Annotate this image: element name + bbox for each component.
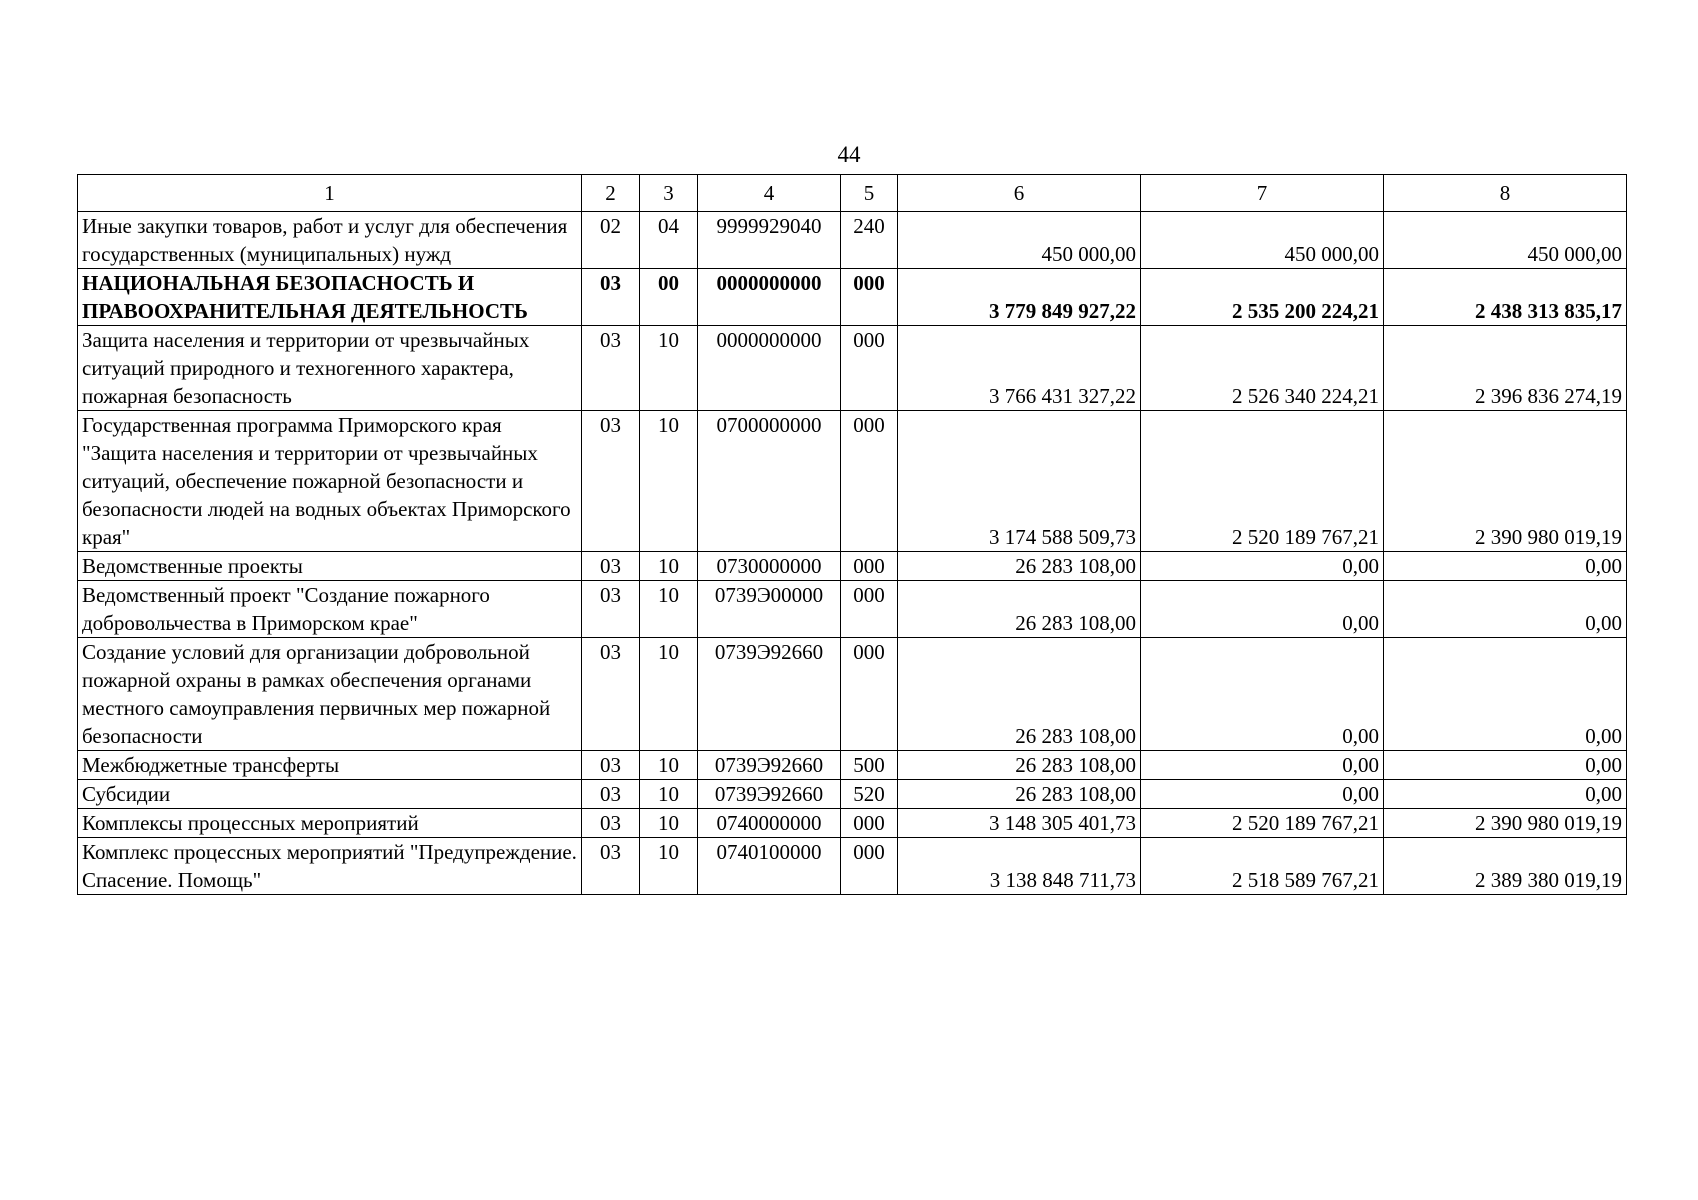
row-amount-col8: 2 438 313 835,17: [1384, 269, 1627, 326]
row-name: Комплексы процессных мероприятий: [78, 809, 582, 838]
row-section-code: 03: [582, 751, 640, 780]
table-row: [78, 552, 1627, 581]
row-name: Ведомственные проекты: [78, 552, 582, 581]
row-name: Защита населения и территории от чрезвычайных ситуаций природного и техногенного характера, пожарная безопасность: [78, 326, 582, 411]
row-section-code: 03: [582, 638, 640, 751]
row-amount-col7: 2 526 340 224,21: [1141, 326, 1384, 411]
row-amount-col8: 0,00: [1384, 552, 1627, 581]
row-section-code: 03: [582, 269, 640, 326]
row-amount-col7: 2 518 589 767,21: [1141, 838, 1384, 895]
row-amount-col7: 0,00: [1141, 638, 1384, 751]
row-name: Ведомственный проект "Создание пожарного добровольчества в Приморском крае": [78, 581, 582, 638]
row-subsection-code: 04: [640, 212, 698, 269]
row-name: Субсидии: [78, 780, 582, 809]
row-target-article-code: 9999929040: [698, 212, 841, 269]
row-target-article-code: 0000000000: [698, 326, 841, 411]
row-expense-type-code: 520: [841, 780, 898, 809]
row-amount-col6: 3 148 305 401,73: [898, 809, 1141, 838]
row-amount-col8: 2 390 980 019,19: [1384, 809, 1627, 838]
row-section-code: 03: [582, 411, 640, 552]
row-target-article-code: 0739Э00000: [698, 581, 841, 638]
row-amount-col8: 0,00: [1384, 780, 1627, 809]
row-subsection-code: 10: [640, 581, 698, 638]
table-row: [78, 809, 1627, 838]
row-expense-type-code: 000: [841, 838, 898, 895]
page-number: 44: [837, 142, 861, 167]
row-section-code: 03: [582, 326, 640, 411]
row-amount-col8: 2 390 980 019,19: [1384, 411, 1627, 552]
row-amount-col8: 450 000,00: [1384, 212, 1627, 269]
header-col-4: 4: [698, 175, 841, 212]
header-col-6: 6: [898, 175, 1141, 212]
row-expense-type-code: 000: [841, 638, 898, 751]
table-row: [78, 638, 1627, 751]
row-target-article-code: 0739Э92660: [698, 751, 841, 780]
row-amount-col6: 3 174 588 509,73: [898, 411, 1141, 552]
row-amount-col8: 2 396 836 274,19: [1384, 326, 1627, 411]
row-target-article-code: 0739Э92660: [698, 780, 841, 809]
row-target-article-code: 0730000000: [698, 552, 841, 581]
row-target-article-code: 0700000000: [698, 411, 841, 552]
header-col-3: 3: [640, 175, 698, 212]
row-amount-col7: 450 000,00: [1141, 212, 1384, 269]
row-subsection-code: 10: [640, 638, 698, 751]
row-amount-col6: 26 283 108,00: [898, 581, 1141, 638]
row-subsection-code: 10: [640, 751, 698, 780]
row-section-code: 03: [582, 552, 640, 581]
table-row: [78, 838, 1627, 895]
row-amount-col8: 0,00: [1384, 751, 1627, 780]
row-name: Иные закупки товаров, работ и услуг для обеспечения государственных (муниципальных) нужд: [78, 212, 582, 269]
table-row: [78, 751, 1627, 780]
row-subsection-code: 00: [640, 269, 698, 326]
header-col-5: 5: [841, 175, 898, 212]
table-row: [78, 411, 1627, 552]
table-row: [78, 269, 1627, 326]
row-section-code: 03: [582, 780, 640, 809]
row-section-code: 03: [582, 581, 640, 638]
row-expense-type-code: 000: [841, 326, 898, 411]
row-subsection-code: 10: [640, 326, 698, 411]
row-amount-col7: 2 535 200 224,21: [1141, 269, 1384, 326]
row-amount-col7: 2 520 189 767,21: [1141, 809, 1384, 838]
header-col-8: 8: [1384, 175, 1627, 212]
row-expense-type-code: 000: [841, 269, 898, 326]
table-row: [78, 212, 1627, 269]
header-col-7: 7: [1141, 175, 1384, 212]
row-name: Комплекс процессных мероприятий "Предупреждение. Спасение. Помощь": [78, 838, 582, 895]
budget-table: [77, 174, 1627, 895]
row-target-article-code: 0000000000: [698, 269, 841, 326]
row-amount-col8: 2 389 380 019,19: [1384, 838, 1627, 895]
row-target-article-code: 0740000000: [698, 809, 841, 838]
row-amount-col7: 0,00: [1141, 581, 1384, 638]
row-expense-type-code: 000: [841, 809, 898, 838]
row-amount-col6: 26 283 108,00: [898, 751, 1141, 780]
row-name: Создание условий для организации добровольной пожарной охраны в рамках обеспечения органами местного самоуправления первичных мер пожарной безопасности: [78, 638, 582, 751]
row-amount-col7: 0,00: [1141, 552, 1384, 581]
row-subsection-code: 10: [640, 838, 698, 895]
row-amount-col6: 26 283 108,00: [898, 780, 1141, 809]
row-name: НАЦИОНАЛЬНАЯ БЕЗОПАСНОСТЬ И ПРАВООХРАНИТЕЛЬНАЯ ДЕЯТЕЛЬНОСТЬ: [78, 269, 582, 326]
row-subsection-code: 10: [640, 552, 698, 581]
row-section-code: 03: [582, 809, 640, 838]
table-row: [78, 326, 1627, 411]
row-amount-col6: 26 283 108,00: [898, 638, 1141, 751]
row-subsection-code: 10: [640, 780, 698, 809]
row-section-code: 02: [582, 212, 640, 269]
table-row: [78, 780, 1627, 809]
row-name: Государственная программа Приморского края "Защита населения и территории от чрезвычайных ситуаций, обеспечение пожарной безопасности и безопасности людей на водных объектах Приморского края": [78, 411, 582, 552]
row-target-article-code: 0740100000: [698, 838, 841, 895]
header-col-2: 2: [582, 175, 640, 212]
table-body: [78, 212, 1627, 895]
row-subsection-code: 10: [640, 411, 698, 552]
row-amount-col7: 0,00: [1141, 780, 1384, 809]
row-amount-col7: 0,00: [1141, 751, 1384, 780]
row-target-article-code: 0739Э92660: [698, 638, 841, 751]
table-header: [78, 175, 1627, 212]
row-amount-col6: 26 283 108,00: [898, 552, 1141, 581]
row-section-code: 03: [582, 838, 640, 895]
row-amount-col6: 3 138 848 711,73: [898, 838, 1141, 895]
row-amount-col7: 2 520 189 767,21: [1141, 411, 1384, 552]
row-expense-type-code: 000: [841, 411, 898, 552]
row-amount-col8: 0,00: [1384, 638, 1627, 751]
header-col-1: 1: [78, 175, 582, 212]
row-expense-type-code: 500: [841, 751, 898, 780]
row-amount-col6: 450 000,00: [898, 212, 1141, 269]
table-row: [78, 581, 1627, 638]
row-name: Межбюджетные трансферты: [78, 751, 582, 780]
row-expense-type-code: 240: [841, 212, 898, 269]
row-expense-type-code: 000: [841, 552, 898, 581]
row-expense-type-code: 000: [841, 581, 898, 638]
row-amount-col6: 3 779 849 927,22: [898, 269, 1141, 326]
row-amount-col6: 3 766 431 327,22: [898, 326, 1141, 411]
row-subsection-code: 10: [640, 809, 698, 838]
row-amount-col8: 0,00: [1384, 581, 1627, 638]
header-row: [78, 175, 1627, 212]
